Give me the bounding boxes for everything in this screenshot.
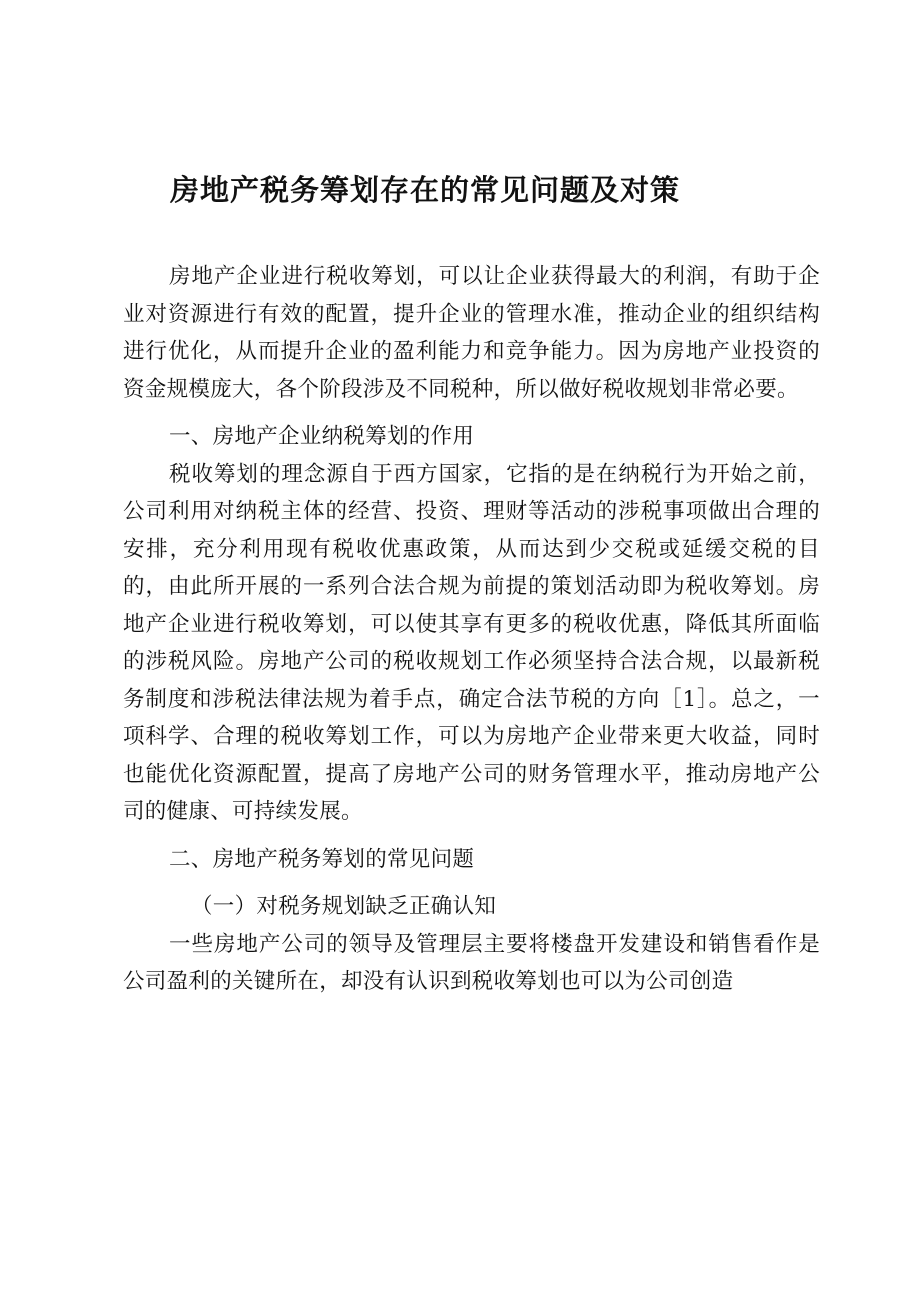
section-heading-2: 二、房地产税务筹划的常见问题 xyxy=(169,846,475,872)
document-body xyxy=(123,258,820,1001)
subsection-heading-1: （一）对税务规划缺乏正确认知 xyxy=(191,894,497,919)
paragraph-role: 税收筹划的理念源自于西方国家，它指的是在纳税行为开始之前，公司利用对纳税主体的经营、投资、理财等活动的涉税事项做出合理的安排，充分利用现有税收优惠政策，从而达到少交税或延缓交税的目的，由此所开展的一系列合法合规为前提的策划活动即为税收筹划。房地产企业进行税收筹划，可以使其享有更多的税收优惠，降低其所面临的涉税风险。房地产公司的税收规划工作必须坚持合法合规，以最新税务制度和涉税法律法规为着手点，确定合法节税的方向［1］。总之，一项科学、合理的税收筹划工作，可以为房地产企业带来更大收益，同时也能优化资源配置，提高了房地产公司的财务管理水平，推动房地产公司的健康、可持续发展。 xyxy=(123,461,820,824)
section-heading-1: 一、房地产企业纳税筹划的作用 xyxy=(169,424,475,449)
paragraph-problem-1: 一些房地产公司的领导及管理层主要将楼盘开发建设和销售看作是公司盈利的关键所在，却没有认识到税收筹划也可以为公司创造 xyxy=(123,931,820,994)
document-title: 房地产税务筹划存在的常见问题及对策 xyxy=(170,173,681,207)
paragraph-intro: 房地产企业进行税收筹划，可以让企业获得最大的利润，有助于企业对资源进行有效的配置，提升企业的管理水准，推动企业的组织结构进行优化，从而提升企业的盈利能力和竞争能力。因为房地产业投资的资金规模庞大，各个阶段涉及不同税种，所以做好税收规划非常必要。 xyxy=(123,264,820,402)
